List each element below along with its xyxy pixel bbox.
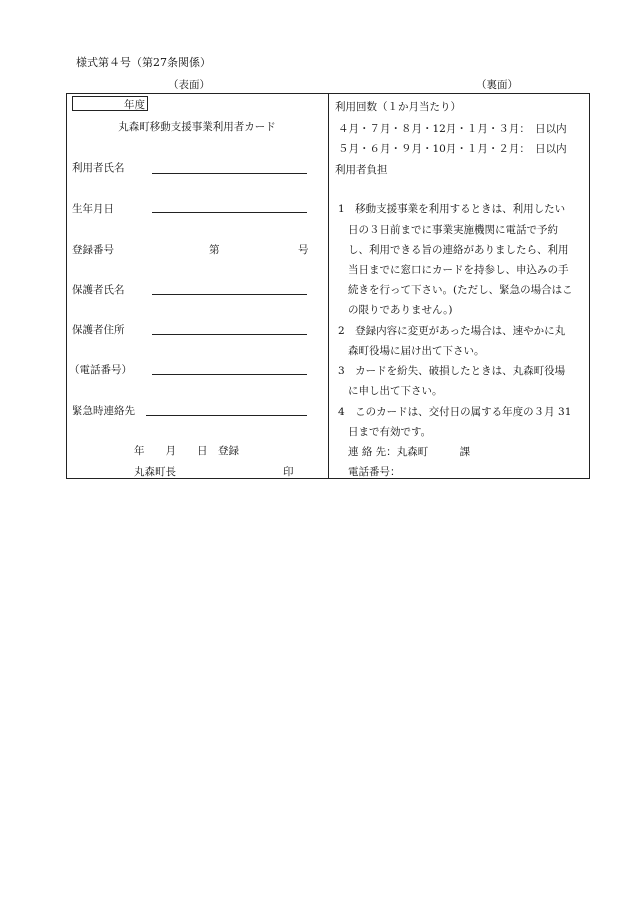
note-2-line: 森町役場に届け出て下さい。	[348, 345, 485, 357]
contact-label: 連 絡 先：丸森町 課	[348, 446, 471, 458]
guardian-address-line	[152, 334, 307, 335]
mayor-label: 丸森町長	[134, 466, 176, 478]
registration-no-suffix: 号	[298, 244, 309, 256]
year-box	[72, 96, 148, 111]
guardian-name-label: 保護者氏名	[72, 284, 125, 296]
emergency-contact-line	[146, 415, 307, 416]
guardian-name-line	[152, 294, 307, 295]
user-name-label: 利用者氏名	[72, 162, 125, 174]
card-divider	[328, 94, 329, 478]
seal-mark: 印	[283, 466, 294, 478]
registration-date: 年 月 日 登録	[134, 445, 239, 457]
phone-label: （電話番号）	[69, 364, 132, 376]
user-card	[66, 93, 590, 479]
form-heading: 様式第４号（第27条関係）	[76, 56, 211, 69]
note-1-line: 日の３日前までに事業実施機関に電話で予約	[348, 224, 558, 236]
note-1-line: 続きを行って下さい。(ただし、緊急の場合はこ	[348, 284, 573, 296]
usage-line-1: ４月・７月・８月・12月・１月・３月： 日以内	[338, 123, 567, 135]
note-1-line: し、利用できる旨の連絡がありましたら、利用	[348, 244, 569, 256]
contact-phone-label: 電話番号：	[348, 466, 401, 478]
back-side-label: （裏面）	[476, 79, 518, 91]
note-3-line: に申し出て下さい。	[348, 385, 443, 397]
card-title: 丸森町移動支援事業利用者カード	[118, 121, 276, 133]
front-side-label: （表面）	[168, 79, 210, 91]
usage-line-2: ５月・６月・９月・10月・１月・２月： 日以内	[338, 143, 567, 155]
note-1-line: 1 移動支援事業を利用するときは、利用したい	[338, 203, 566, 215]
note-4-line: 日まで有効です。	[348, 426, 432, 438]
user-name-line	[152, 173, 307, 174]
registration-no-prefix: 第	[209, 244, 220, 256]
note-3-line: 3 カードを紛失、破損したときは、丸森町役場	[338, 365, 566, 377]
note-1-line: の限りでありません。)	[348, 304, 453, 316]
registration-no-label: 登録番号	[72, 244, 114, 256]
note-1-line: 当日までに窓口にカードを持参し、申込みの手	[348, 264, 569, 276]
cost-label: 利用者負担	[335, 164, 388, 176]
emergency-contact-label: 緊急時連絡先	[72, 405, 135, 417]
year-label: 年度	[124, 99, 145, 111]
birthdate-label: 生年月日	[72, 203, 114, 215]
birthdate-line	[152, 212, 307, 213]
note-2-line: 2 登録内容に変更があった場合は、速やかに丸	[338, 325, 566, 337]
usage-heading: 利用回数（１か月当たり）	[335, 101, 461, 113]
phone-line	[152, 374, 307, 375]
guardian-address-label: 保護者住所	[72, 324, 125, 336]
note-4-line: 4 このカードは、交付日の属する年度の３月 31	[338, 406, 572, 418]
